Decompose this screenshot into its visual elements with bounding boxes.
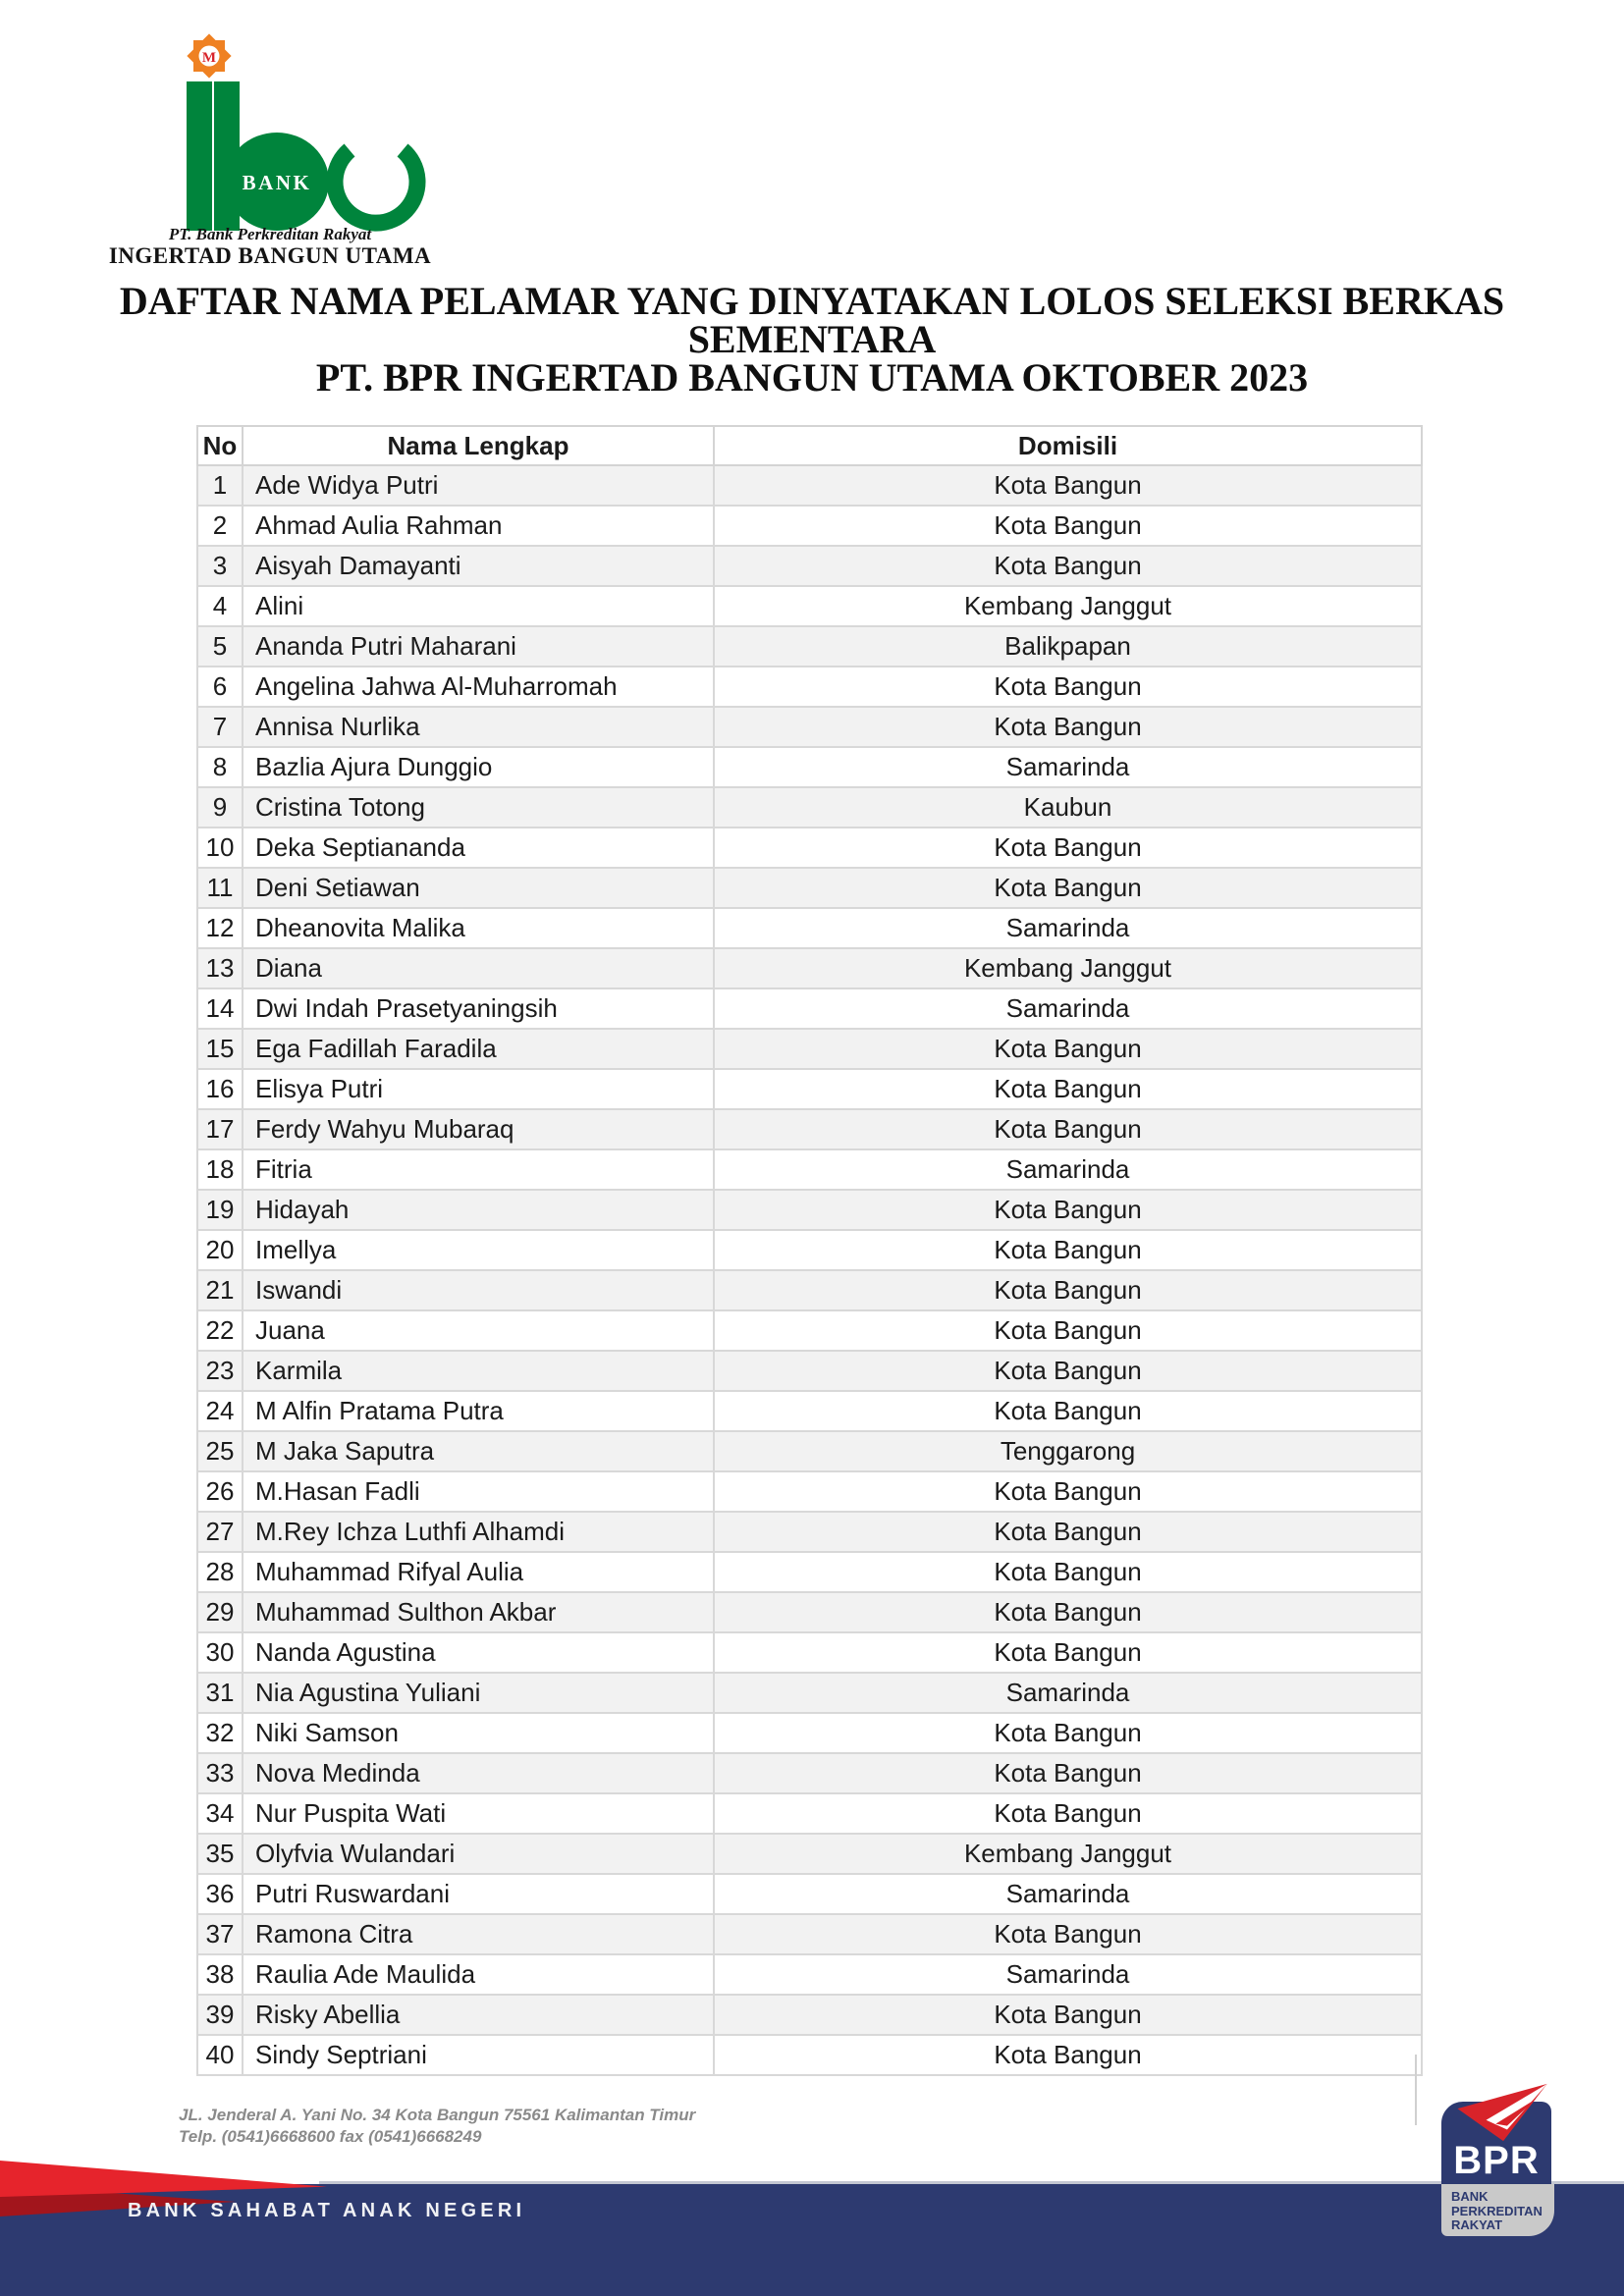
table-row bbox=[197, 586, 1422, 626]
cell-domicile: Kota Bangun bbox=[714, 1351, 1422, 1391]
cell-applicant-name: Risky Abellia bbox=[243, 1995, 714, 2035]
cell-no: 28 bbox=[197, 1552, 243, 1592]
table-row bbox=[197, 1431, 1422, 1471]
column-header-domisili: Domisili bbox=[714, 426, 1422, 465]
cell-no: 6 bbox=[197, 667, 243, 707]
cell-applicant-name: Muhammad Rifyal Aulia bbox=[243, 1552, 714, 1592]
table-row bbox=[197, 1391, 1422, 1431]
cell-no: 16 bbox=[197, 1069, 243, 1109]
cell-no: 14 bbox=[197, 988, 243, 1029]
cell-no: 24 bbox=[197, 1391, 243, 1431]
cell-applicant-name: Muhammad Sulthon Akbar bbox=[243, 1592, 714, 1632]
cell-domicile: Kota Bangun bbox=[714, 1753, 1422, 1793]
cell-applicant-name: Dheanovita Malika bbox=[243, 908, 714, 948]
cell-no: 4 bbox=[197, 586, 243, 626]
cell-applicant-name: Bazlia Ajura Dunggio bbox=[243, 747, 714, 787]
table-row bbox=[197, 1230, 1422, 1270]
cell-applicant-name: Nur Puspita Wati bbox=[243, 1793, 714, 1834]
cell-no: 36 bbox=[197, 1874, 243, 1914]
cell-domicile: Kota Bangun bbox=[714, 546, 1422, 586]
cell-domicile: Kembang Janggut bbox=[714, 586, 1422, 626]
cell-no: 40 bbox=[197, 2035, 243, 2075]
cell-applicant-name: Raulia Ade Maulida bbox=[243, 1954, 714, 1995]
company-type-line: PT. Bank Perkreditan Rakyat bbox=[168, 225, 372, 243]
cell-no: 13 bbox=[197, 948, 243, 988]
cell-no: 22 bbox=[197, 1310, 243, 1351]
letter-i-stem bbox=[187, 81, 212, 231]
table-row bbox=[197, 1270, 1422, 1310]
cell-no: 20 bbox=[197, 1230, 243, 1270]
cell-applicant-name: Diana bbox=[243, 948, 714, 988]
cell-applicant-name: Imellya bbox=[243, 1230, 714, 1270]
cell-applicant-name: Niki Samson bbox=[243, 1713, 714, 1753]
table-row bbox=[197, 1552, 1422, 1592]
table-row bbox=[197, 1149, 1422, 1190]
cell-domicile: Samarinda bbox=[714, 1874, 1422, 1914]
cell-domicile: Kembang Janggut bbox=[714, 948, 1422, 988]
applicants-table bbox=[196, 425, 1423, 2076]
cell-applicant-name: Ananda Putri Maharani bbox=[243, 626, 714, 667]
cell-domicile: Kota Bangun bbox=[714, 1391, 1422, 1431]
table-row bbox=[197, 1632, 1422, 1673]
cell-no: 39 bbox=[197, 1995, 243, 2035]
cell-domicile: Kota Bangun bbox=[714, 1230, 1422, 1270]
table-row bbox=[197, 1834, 1422, 1874]
cell-applicant-name: Deka Septiananda bbox=[243, 828, 714, 868]
cell-domicile: Kota Bangun bbox=[714, 707, 1422, 747]
cell-no: 27 bbox=[197, 1512, 243, 1552]
cell-applicant-name: Ahmad Aulia Rahman bbox=[243, 506, 714, 546]
cell-no: 33 bbox=[197, 1753, 243, 1793]
cell-applicant-name: M.Hasan Fadli bbox=[243, 1471, 714, 1512]
cell-domicile: Kota Bangun bbox=[714, 1029, 1422, 1069]
cell-domicile: Kaubun bbox=[714, 787, 1422, 828]
table-row bbox=[197, 1351, 1422, 1391]
cell-domicile: Samarinda bbox=[714, 988, 1422, 1029]
cell-applicant-name: Cristina Totong bbox=[243, 787, 714, 828]
column-header-nama: Nama Lengkap bbox=[243, 426, 714, 465]
table-row bbox=[197, 667, 1422, 707]
cell-applicant-name: Angelina Jahwa Al-Muharromah bbox=[243, 667, 714, 707]
cell-applicant-name: Ade Widya Putri bbox=[243, 465, 714, 506]
cell-applicant-name: M.Rey Ichza Luthfi Alhamdi bbox=[243, 1512, 714, 1552]
company-lines bbox=[103, 225, 437, 269]
cell-no: 19 bbox=[197, 1190, 243, 1230]
address-line-2: Telp. (0541)6668600 fax (0541)6668249 bbox=[179, 2127, 482, 2146]
cell-no: 2 bbox=[197, 506, 243, 546]
cell-no: 37 bbox=[197, 1914, 243, 1954]
title-line-1: DAFTAR NAMA PELAMAR YANG DINYATAKAN LOLOS SELEKSI BERKAS bbox=[119, 279, 1505, 323]
cell-applicant-name: Ramona Citra bbox=[243, 1914, 714, 1954]
table-row bbox=[197, 908, 1422, 948]
cell-no: 10 bbox=[197, 828, 243, 868]
cell-applicant-name: Nova Medinda bbox=[243, 1753, 714, 1793]
cell-domicile: Samarinda bbox=[714, 747, 1422, 787]
table-row bbox=[197, 1592, 1422, 1632]
cell-no: 26 bbox=[197, 1471, 243, 1512]
cell-domicile: Tenggarong bbox=[714, 1431, 1422, 1471]
cell-applicant-name: Fitria bbox=[243, 1149, 714, 1190]
cell-domicile: Kota Bangun bbox=[714, 868, 1422, 908]
cell-applicant-name: M Alfin Pratama Putra bbox=[243, 1391, 714, 1431]
cell-no: 25 bbox=[197, 1431, 243, 1471]
cell-domicile: Kota Bangun bbox=[714, 1190, 1422, 1230]
cell-domicile: Kota Bangun bbox=[714, 1632, 1422, 1673]
table-row bbox=[197, 1471, 1422, 1512]
cell-applicant-name: Dwi Indah Prasetyaningsih bbox=[243, 988, 714, 1029]
bank-label: BANK bbox=[242, 171, 312, 194]
page-title bbox=[0, 279, 1624, 400]
cell-applicant-name: M Jaka Saputra bbox=[243, 1431, 714, 1471]
table-row bbox=[197, 1995, 1422, 2035]
cell-no: 1 bbox=[197, 465, 243, 506]
cell-domicile: Kota Bangun bbox=[714, 1512, 1422, 1552]
cell-domicile: Kota Bangun bbox=[714, 1995, 1422, 2035]
table-row bbox=[197, 948, 1422, 988]
cell-no: 35 bbox=[197, 1834, 243, 1874]
cell-domicile: Samarinda bbox=[714, 1954, 1422, 1995]
cell-no: 30 bbox=[197, 1632, 243, 1673]
office-address bbox=[179, 2105, 695, 2148]
cell-applicant-name: Nanda Agustina bbox=[243, 1632, 714, 1673]
table-row bbox=[197, 1069, 1422, 1109]
table-row bbox=[197, 1914, 1422, 1954]
table-row bbox=[197, 1310, 1422, 1351]
cell-applicant-name: Olyfvia Wulandari bbox=[243, 1834, 714, 1874]
cell-domicile: Kota Bangun bbox=[714, 1471, 1422, 1512]
cell-no: 7 bbox=[197, 707, 243, 747]
cell-domicile: Kota Bangun bbox=[714, 1310, 1422, 1351]
company-name-line: INGERTAD BANGUN UTAMA bbox=[108, 243, 432, 268]
cell-domicile: Kota Bangun bbox=[714, 465, 1422, 506]
cell-no: 8 bbox=[197, 747, 243, 787]
table-row bbox=[197, 1512, 1422, 1552]
cell-no: 38 bbox=[197, 1954, 243, 1995]
table-row bbox=[197, 1753, 1422, 1793]
cell-applicant-name: Hidayah bbox=[243, 1190, 714, 1230]
header-row bbox=[197, 426, 1422, 465]
cell-no: 17 bbox=[197, 1109, 243, 1149]
cell-no: 9 bbox=[197, 787, 243, 828]
cell-domicile: Kota Bangun bbox=[714, 828, 1422, 868]
cell-domicile: Samarinda bbox=[714, 1673, 1422, 1713]
table-row bbox=[197, 1713, 1422, 1753]
cell-applicant-name: Aisyah Damayanti bbox=[243, 546, 714, 586]
table-row bbox=[197, 1954, 1422, 1995]
cell-domicile: Kota Bangun bbox=[714, 1270, 1422, 1310]
title-line-2: SEMENTARA bbox=[687, 317, 937, 361]
column-header-no: No bbox=[197, 426, 243, 465]
cell-domicile: Samarinda bbox=[714, 908, 1422, 948]
cell-no: 29 bbox=[197, 1592, 243, 1632]
cell-domicile: Kota Bangun bbox=[714, 2035, 1422, 2075]
banner-slogan: BANK SAHABAT ANAK NEGERI bbox=[128, 2200, 526, 2221]
cell-applicant-name: Iswandi bbox=[243, 1270, 714, 1310]
bpr-acronym: BPR bbox=[1453, 2139, 1540, 2182]
cell-domicile: Kota Bangun bbox=[714, 1552, 1422, 1592]
cell-applicant-name: Alini bbox=[243, 586, 714, 626]
cell-domicile: Kota Bangun bbox=[714, 1793, 1422, 1834]
title-line-3: PT. BPR INGERTAD BANGUN UTAMA OKTOBER 2023 bbox=[315, 355, 1309, 400]
cell-no: 11 bbox=[197, 868, 243, 908]
cell-domicile: Balikpapan bbox=[714, 626, 1422, 667]
bpr-caption-line-2: PERKREDITAN bbox=[1451, 2203, 1543, 2218]
table-row bbox=[197, 1874, 1422, 1914]
cell-no: 15 bbox=[197, 1029, 243, 1069]
cell-domicile: Kota Bangun bbox=[714, 1914, 1422, 1954]
table-row bbox=[197, 1673, 1422, 1713]
cell-domicile: Kota Bangun bbox=[714, 1592, 1422, 1632]
cell-applicant-name: Ega Fadillah Faradila bbox=[243, 1029, 714, 1069]
bpr-flag-icon bbox=[1457, 2080, 1553, 2145]
cell-domicile: Kota Bangun bbox=[714, 1069, 1422, 1109]
cell-domicile: Kota Bangun bbox=[714, 506, 1422, 546]
cell-applicant-name: Putri Ruswardani bbox=[243, 1874, 714, 1914]
address-line-1: JL. Jenderal A. Yani No. 34 Kota Bangun 75561 Kalimantan Timur bbox=[179, 2106, 696, 2124]
star-monogram: M bbox=[201, 50, 217, 66]
cell-applicant-name: Annisa Nurlika bbox=[243, 707, 714, 747]
table-row bbox=[197, 787, 1422, 828]
table-row bbox=[197, 868, 1422, 908]
cell-applicant-name: Elisya Putri bbox=[243, 1069, 714, 1109]
table-row bbox=[197, 626, 1422, 667]
cell-applicant-name: Ferdy Wahyu Mubaraq bbox=[243, 1109, 714, 1149]
table-row bbox=[197, 828, 1422, 868]
cell-applicant-name: Sindy Septriani bbox=[243, 2035, 714, 2075]
cell-domicile: Samarinda bbox=[714, 1149, 1422, 1190]
sun-star-icon bbox=[187, 33, 231, 78]
footer-divider-line bbox=[1415, 2055, 1417, 2125]
table-row bbox=[197, 988, 1422, 1029]
cell-domicile: Kembang Janggut bbox=[714, 1834, 1422, 1874]
bpr-caption-line-1: BANK bbox=[1451, 2189, 1489, 2204]
cell-domicile: Kota Bangun bbox=[714, 1109, 1422, 1149]
table-row bbox=[197, 707, 1422, 747]
cell-no: 23 bbox=[197, 1351, 243, 1391]
table-row bbox=[197, 1029, 1422, 1069]
cell-applicant-name: Nia Agustina Yuliani bbox=[243, 1673, 714, 1713]
cell-no: 12 bbox=[197, 908, 243, 948]
table-row bbox=[197, 506, 1422, 546]
table-row bbox=[197, 1190, 1422, 1230]
table-row bbox=[197, 1793, 1422, 1834]
bank-ibu-logo bbox=[103, 14, 437, 279]
cell-no: 31 bbox=[197, 1673, 243, 1713]
cell-applicant-name: Deni Setiawan bbox=[243, 868, 714, 908]
table-row bbox=[197, 2035, 1422, 2075]
cell-domicile: Kota Bangun bbox=[714, 1713, 1422, 1753]
table-row bbox=[197, 465, 1422, 506]
cell-applicant-name: Juana bbox=[243, 1310, 714, 1351]
letter-u-ring bbox=[335, 150, 417, 223]
table-row bbox=[197, 1109, 1422, 1149]
table-row bbox=[197, 546, 1422, 586]
table-body bbox=[197, 465, 1422, 2075]
bpr-caption-line-3: RAKYAT bbox=[1451, 2217, 1503, 2232]
cell-domicile: Kota Bangun bbox=[714, 667, 1422, 707]
table-row bbox=[197, 747, 1422, 787]
cell-no: 21 bbox=[197, 1270, 243, 1310]
cell-applicant-name: Karmila bbox=[243, 1351, 714, 1391]
cell-no: 5 bbox=[197, 626, 243, 667]
bpr-logo-caption bbox=[1441, 2184, 1554, 2236]
cell-no: 32 bbox=[197, 1713, 243, 1753]
cell-no: 3 bbox=[197, 546, 243, 586]
cell-no: 18 bbox=[197, 1149, 243, 1190]
cell-no: 34 bbox=[197, 1793, 243, 1834]
